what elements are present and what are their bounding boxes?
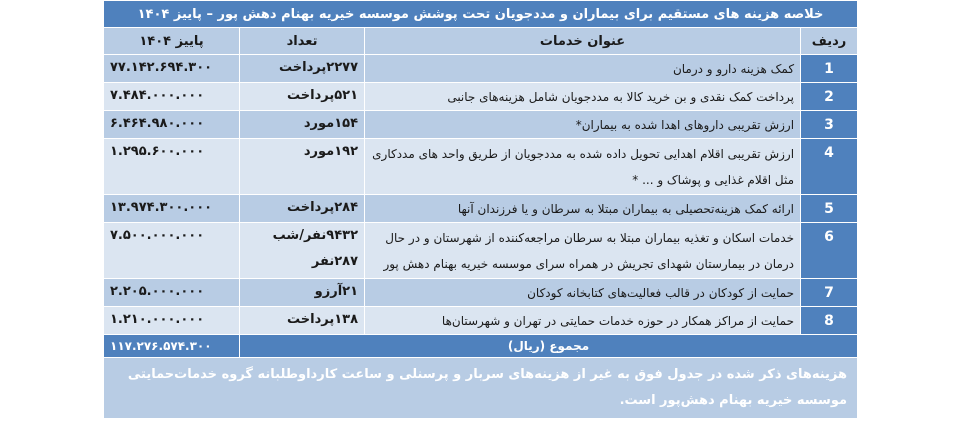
service-count: ۱۹۲مورد xyxy=(240,139,365,195)
service-count: ۵۲۱پرداخت xyxy=(240,83,365,111)
row-number: 7 xyxy=(801,279,858,307)
service-title: پرداخت کمک نقدی و بن خرید کالا به مددجویان شامل هزینه‌های جانبی xyxy=(365,83,801,111)
service-title: ارائه کمک هزینه‌تحصیلی به بیماران مبتلا به سرطان و یا فرزندان آنها xyxy=(365,195,801,223)
service-count: ۲۸۴پرداخت xyxy=(240,195,365,223)
header-row xyxy=(104,28,858,55)
service-amount: ۲.۲۰۵.۰۰۰.۰۰۰ xyxy=(104,279,240,307)
row-number: 6 xyxy=(801,223,858,279)
header-row-number: ردیف xyxy=(801,28,858,55)
table-title: خلاصه هزینه های مستقیم برای بیماران و مددجویان تحت پوشش موسسه خیریه بهنام دهش پور – پاییز ۱۴۰۴ xyxy=(104,1,858,28)
service-amount: ۱۳.۹۷۴.۳۰۰.۰۰۰ xyxy=(104,195,240,223)
header-service: عنوان خدمات xyxy=(365,28,801,55)
table-row xyxy=(104,55,858,83)
table-row xyxy=(104,307,858,335)
row-number: 5 xyxy=(801,195,858,223)
total-label: مجموع (ریال) xyxy=(240,335,858,358)
service-amount: ۷۷.۱۴۲.۶۹۴.۳۰۰ xyxy=(104,55,240,83)
table-row xyxy=(104,83,858,111)
row-number: 2 xyxy=(801,83,858,111)
service-count: ۹۴۳۲نفر/شب ۲۸۷نفر xyxy=(240,223,365,279)
table-row xyxy=(104,139,858,195)
table-row xyxy=(104,279,858,307)
service-title: ارزش تقریبی داروهای اهدا شده به بیماران* xyxy=(365,111,801,139)
service-title: خدمات اسکان و تغذیه بیماران مبتلا به سرطان مراجعه‌کننده از شهرستان و در حال درمان در بیمارستان شهدای تجریش در همراه سرای موسسه خیریه بهنام دهش پور xyxy=(365,223,801,279)
total-amount: ۱۱۷.۲۷۶.۵۷۴.۳۰۰ xyxy=(104,335,240,358)
table-row xyxy=(104,111,858,139)
service-count: ۲۲۷۷پرداخت xyxy=(240,55,365,83)
cost-summary-table xyxy=(103,0,858,419)
footnote-row xyxy=(104,358,858,419)
service-amount: ۷.۴۸۴.۰۰۰.۰۰۰ xyxy=(104,83,240,111)
row-number: 8 xyxy=(801,307,858,335)
service-title: کمک هزینه دارو و درمان xyxy=(365,55,801,83)
service-count: ۱۵۴مورد xyxy=(240,111,365,139)
service-amount: ۷.۵۰۰.۰۰۰.۰۰۰ xyxy=(104,223,240,279)
table-row xyxy=(104,223,858,279)
service-count: ۱۳۸پرداخت xyxy=(240,307,365,335)
row-number: 1 xyxy=(801,55,858,83)
service-title: حمایت از مراکز همکار در حوزه خدمات حمایتی در تهران و شهرستان‌ها xyxy=(365,307,801,335)
row-number: 3 xyxy=(801,111,858,139)
header-count: تعداد xyxy=(240,28,365,55)
total-row xyxy=(104,335,858,358)
cost-summary-table-wrapper xyxy=(103,0,857,419)
row-number: 4 xyxy=(801,139,858,195)
service-amount: ۱.۲۱۰.۰۰۰.۰۰۰ xyxy=(104,307,240,335)
header-amount: پاییز ۱۴۰۴ xyxy=(104,28,240,55)
service-amount: ۱.۲۹۵.۶۰۰.۰۰۰ xyxy=(104,139,240,195)
service-title: حمایت از کودکان در قالب فعالیت‌های کتابخانه کودکان xyxy=(365,279,801,307)
service-title: ارزش تقریبی اقلام اهدایی تحویل داده شده به مددجویان از طریق واحد های مددکاری مثل اقلام غذایی و پوشاک و ... * xyxy=(365,139,801,195)
footnote: هزینه‌های ذکر شده در جدول فوق به غیر از هزینه‌های سربار و پرسنلی و ساعت کارداوطلبانه گروه خدمات‌حمایتی موسسه خیریه بهنام دهش‌پور است. xyxy=(104,358,858,419)
table-row xyxy=(104,195,858,223)
service-amount: ۶.۴۶۴.۹۸۰.۰۰۰ xyxy=(104,111,240,139)
service-count: ۲۱آرزو xyxy=(240,279,365,307)
